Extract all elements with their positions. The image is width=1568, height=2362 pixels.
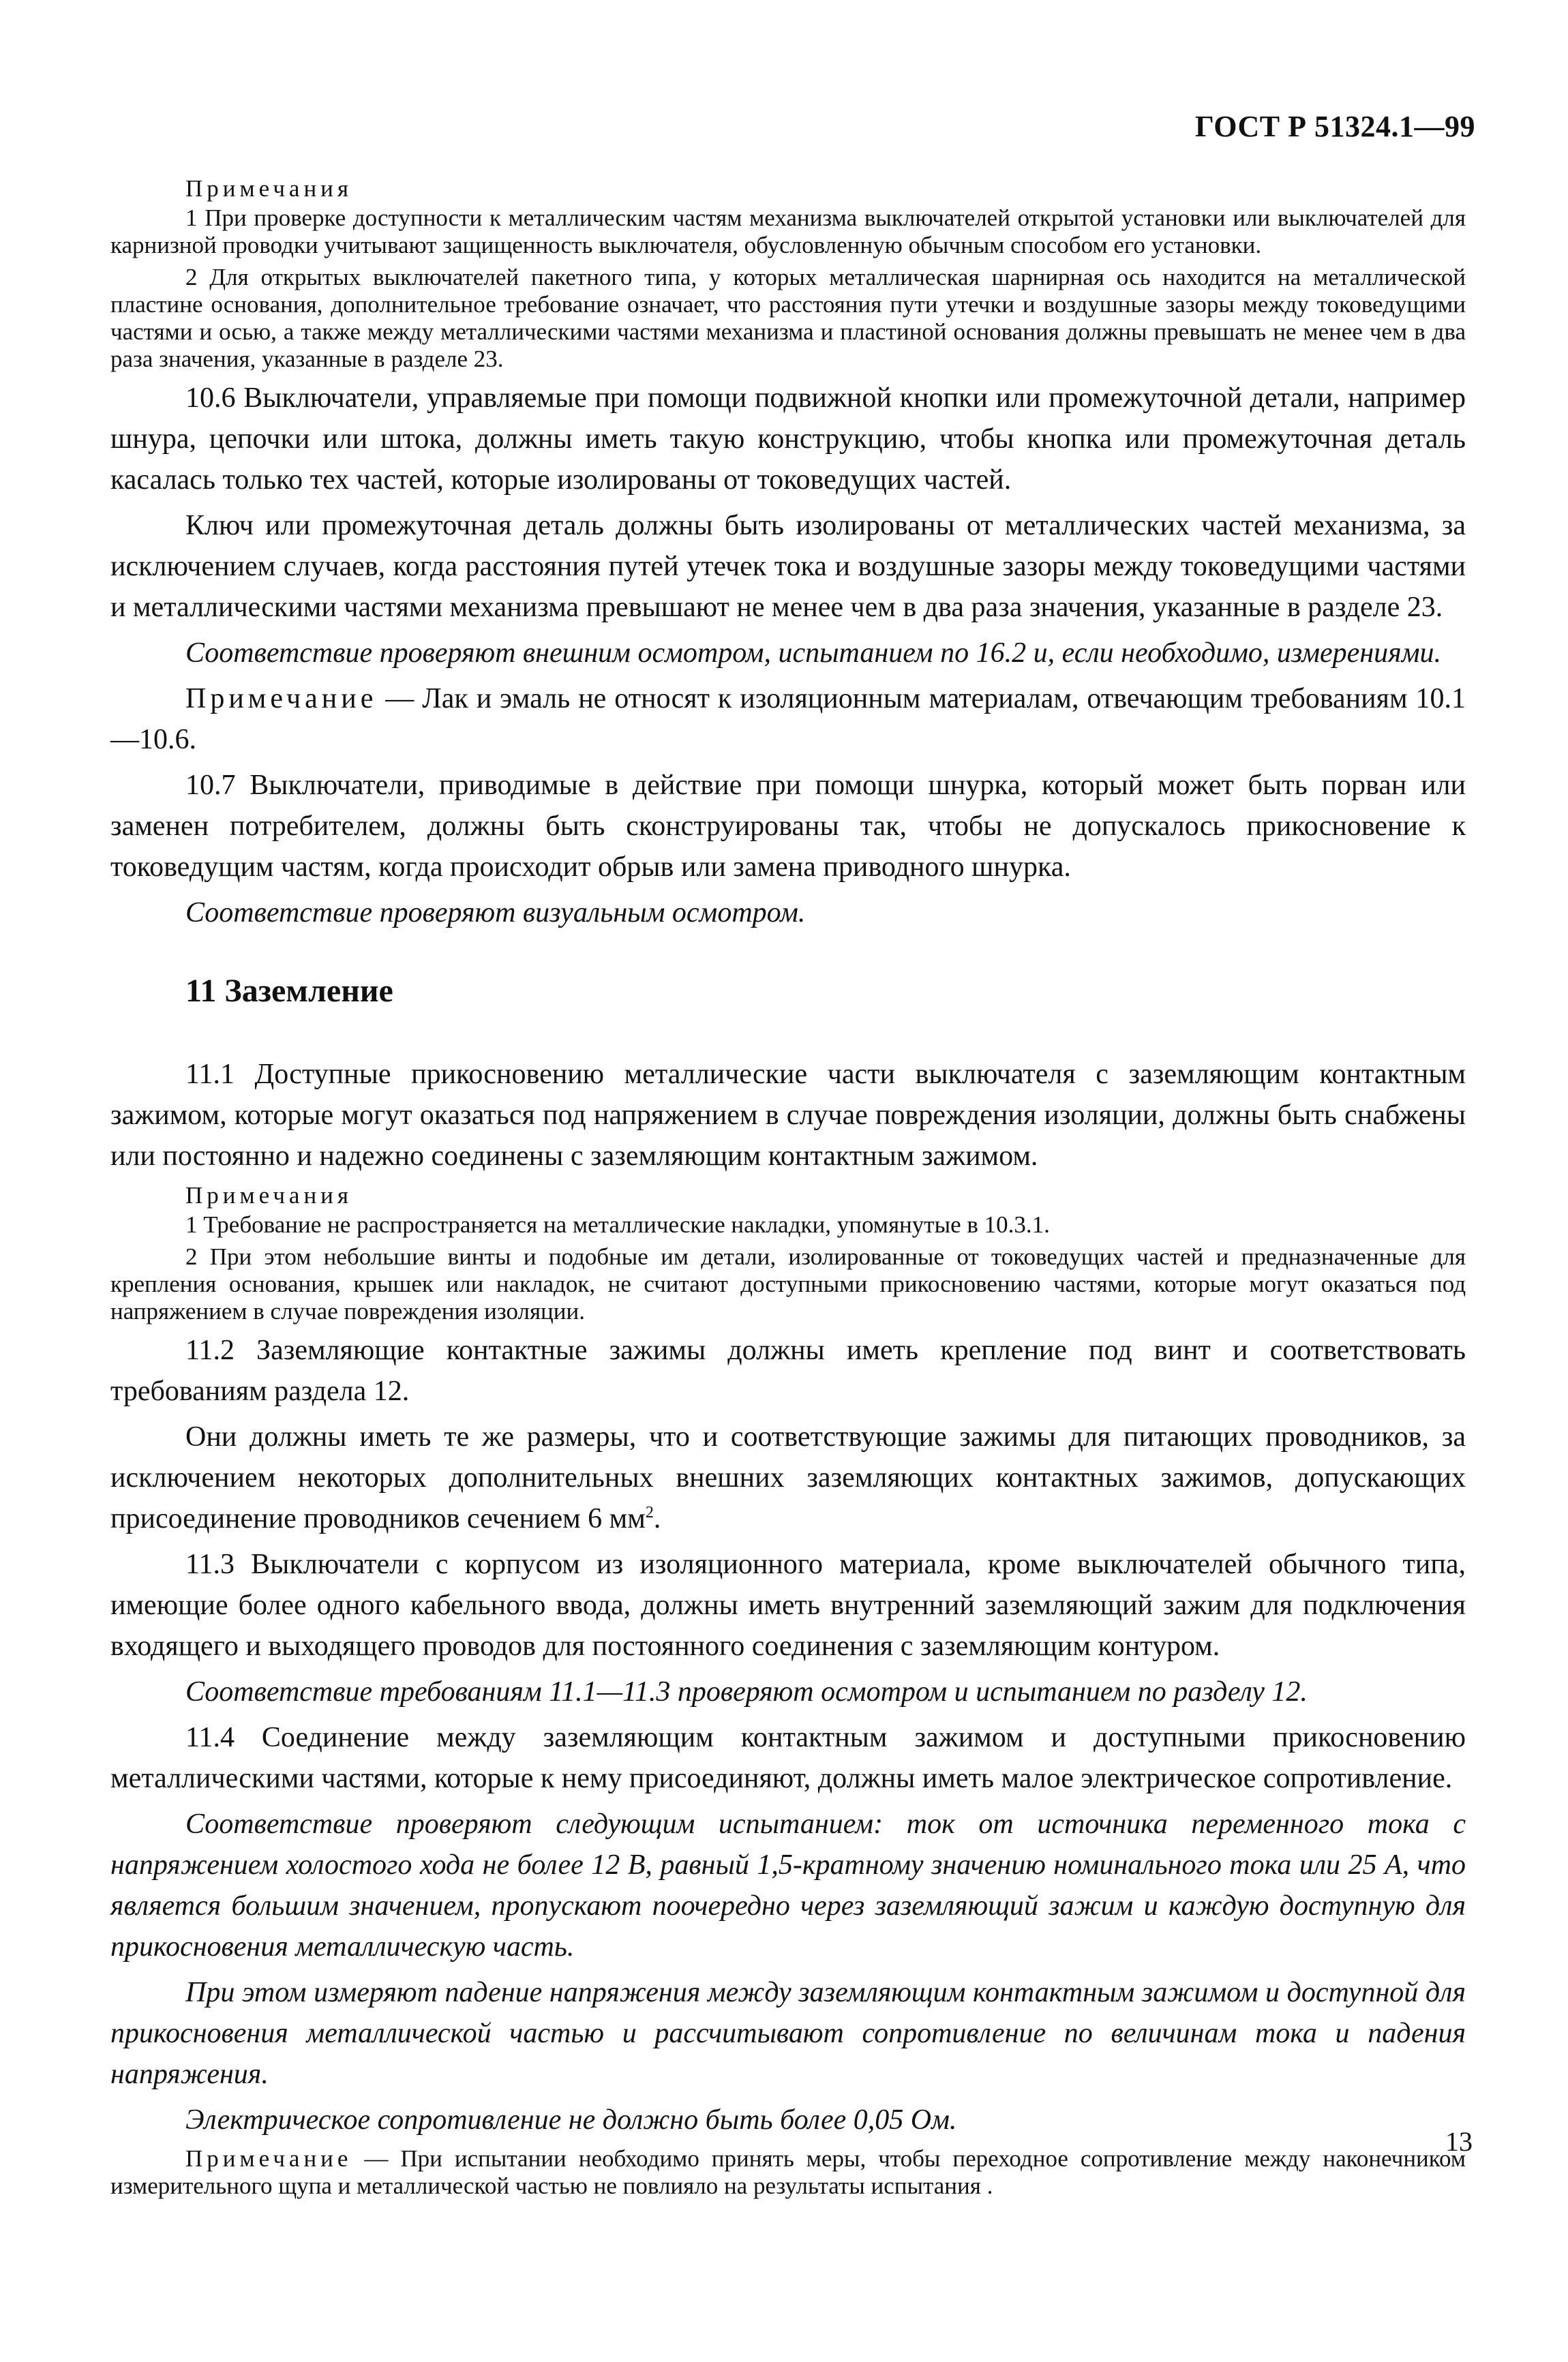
clause-11-2: 11.2 Заземляющие контактные зажимы должны иметь крепление под винт и соответствовать требованиям раздела 12. [110, 1335, 1466, 1407]
note-text: — Лак и эмаль не относят к изоляционным материалам, отвечающим требованиям 10.1—10.6. [110, 683, 1466, 755]
note-paragraph: 1 Требование не распространяется на металлические накладки, упомянутые в 10.3.1. [185, 1211, 1050, 1238]
document-body [110, 175, 1466, 2205]
notes-label: Примечания [185, 175, 353, 202]
clause-10-7: 10.7 Выключатели, приводимые в действие при помощи шнурка, который может быть порван или заменен потребителем, должны быть сконструированы так, чтобы не допускалось прикосновение к токоведущим частям, когда происходит обрыв или замена приводного шнурка. [110, 770, 1466, 883]
compliance-text: Соответствие проверяют визуальным осмотром. [185, 897, 806, 928]
note-paragraph: 1 При проверке доступности к металлическим частям механизма выключателей открытой установки или выключателей для карнизной проводки учитывают защищенность выключателя, обусловленную обычным способом его установки. [110, 205, 1466, 258]
clause-11-1: 11.1 Доступные прикосновению металлические части выключателя с заземляющим контактным зажимом, которые могут оказаться под напряжением в случае повреждения изоляции, должны быть снабжены или постоянно и надежно соединены с заземляющим контактным зажимом. [110, 1059, 1466, 1172]
note-inline [110, 2145, 1466, 2200]
note-label: Примечание [185, 2145, 352, 2172]
paragraph-end: . [653, 1503, 661, 1534]
paragraph [110, 1417, 1466, 1539]
note-text: — При испытании необходимо принять меры, чтобы переходное сопротивление между наконечником измерительного щупа и металлической частью не повлияло на результаты испытания . [110, 2145, 1466, 2199]
compliance-text: Соответствие требованиям 11.1—11.3 проверяют осмотром и испытанием по разделу 12. [185, 1676, 1308, 1708]
compliance-text: Соответствие проверяют внешним осмотром, испытанием по 16.2 и, если необходимо, измерениями. [185, 637, 1441, 669]
note-inline [110, 678, 1466, 760]
compliance-text: При этом измеряют падение напряжения между заземляющим контактным зажимом и доступной для прикосновения металлической частью и рассчитывают сопротивление по величинам тока и падения напряжения. [110, 1977, 1466, 2090]
note-paragraph: 2 При этом небольшие винты и подобные им детали, изолированные от токоведущих частей и предназначенные для крепления основания, крышек или накладок, не считают доступными прикосновению частями, которые могут оказаться под напряжением в случае повреждения изоляции. [110, 1243, 1466, 1324]
superscript: 2 [645, 1504, 654, 1521]
paragraph: Ключ или промежуточная деталь должны быть изолированы от металлических частей механизма, за исключением случаев, когда расстояния путей утечек тока и воздушные зазоры между токоведущими частями и металлическими частями механизма превышают не менее чем в два раза значения, указанные в разделе 23. [110, 510, 1466, 623]
note-label: Примечание [185, 683, 378, 714]
document-header: ГОСТ Р 51324.1—99 [1194, 110, 1475, 143]
clause-11-3: 11.3 Выключатели с корпусом из изоляционного материала, кроме выключателей обычного типа, имеющие более одного кабельного ввода, должны иметь внутренний заземляющий зажим для подключения входящего и выходящего проводов для постоянного соединения с заземляющим контуром. [110, 1549, 1466, 1662]
section-heading: 11 Заземление [185, 973, 393, 1009]
compliance-text: Соответствие проверяют следующим испытанием: ток от источника переменного тока с напряжением холостого хода не более 12 В, равный 1,5-кратному значению номинального тока или 25 А, что является большим значением, пропускают поочередно через заземляющий зажим и каждую доступную для прикосновения металлическую часть. [110, 1808, 1466, 1963]
page-number: 13 [1445, 2126, 1473, 2157]
clause-11-4: 11.4 Соединение между заземляющим контактным зажимом и доступными прикосновению металлическими частями, которые к нему присоединяют, должны иметь малое электрическое сопротивление. [110, 1722, 1466, 1794]
note-paragraph: 2 Для открытых выключателей пакетного типа, у которых металлическая шарнирная ось находится на металлической пластине основания, дополнительное требование означает, что расстояния пути утечки и воздушные зазоры между токоведущими частями и осью, а также между металлическими частями механизма и пластиной основания должны превышать не менее чем в два раза значения, указанные в разделе 23. [110, 264, 1466, 372]
clause-10-6: 10.6 Выключатели, управляемые при помощи подвижной кнопки или промежуточной детали, например шнура, цепочки или штока, должны иметь такую конструкцию, чтобы кнопка или промежуточная деталь касалась только тех частей, которые изолированы от токоведущих частей. [110, 382, 1466, 496]
paragraph-text: Они должны иметь те же размеры, что и соответствующие зажимы для питающих проводников, за исключением некоторых дополнительных внешних заземляющих контактных зажимов, допускающих присоединение проводников сечением 6 мм [110, 1421, 1466, 1534]
notes-label: Примечания [185, 1182, 353, 1209]
compliance-text: Электрическое сопротивление не должно быть более 0,05 Ом. [185, 2104, 957, 2136]
